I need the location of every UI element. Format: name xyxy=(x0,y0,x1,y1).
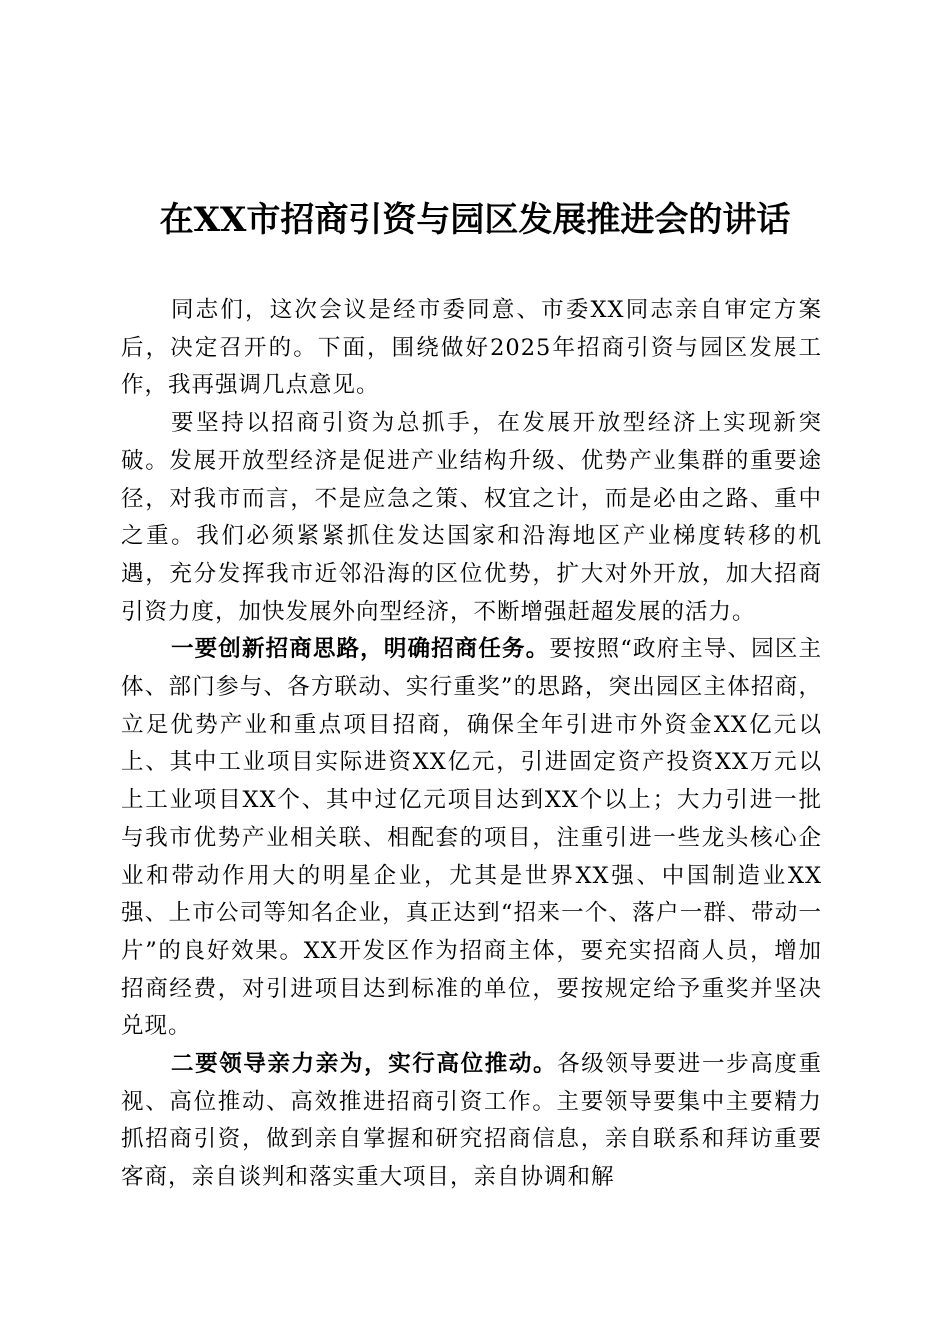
paragraph-3-text: 要按照“政府主导、园区主体、部门参与、各方联动、实行重奖”的思路，突出园区主体招商，立足优势产业和重点项目招商，确保全年引进市外资金XX亿元以上、其中工业项目实际进资XX亿元，引进固定资产投资XX万元以上工业项目XX个、其中过亿元项目达到XX个以上；大力引进一批与我市优势产业相关联、相配套的项目，注重引进一些龙头核心企业和带动作用大的明星企业，尤其是世界XX强、中国制造业XX强、上市公司等知名企业，真正达到“招来一个、落户一群、带动一片”的良好效果。XX开发区作为招商主体，要充实招商人员，增加招商经费，对引进项目达到标准的单位，要按规定给予重奖并坚决兑现。 xyxy=(121,636,822,1040)
paragraph-4-text: 各级领导要进一步高度重视、高位推动、高效推进招商引资工作。主要领导要集中主要精力抓招商引资，做到亲自掌握和研究招商信息，亲自联系和拜访重要客商，亲自谈判和落实重大项目，亲自协调和解 xyxy=(121,1051,822,1191)
paragraph-3-lead: 一要创新招商思路，明确招商任务。 xyxy=(171,636,550,663)
document-body xyxy=(121,292,822,1197)
paragraph-1 xyxy=(121,292,822,405)
paragraph-4 xyxy=(121,1046,822,1197)
paragraph-2-text: 要坚持以招商引资为总抓手，在发展开放型经济上实现新突破。发展开放型经济是促进产业结构升级、优势产业集群的重要途径，对我市而言，不是应急之策、权宜之计，而是必由之路、重中之重。我们必须紧紧抓住发达国家和沿海地区产业梯度转移的机遇，充分发挥我市近邻沿海的区位优势，扩大对外开放，加大招商引资力度，加快发展外向型经济，不断增强赶超发展的活力。 xyxy=(121,410,822,625)
paragraph-2 xyxy=(121,405,822,631)
paragraph-1-text: 同志们，这次会议是经市委同意、市委XX同志亲自审定方案后，决定召开的。下面，围绕做好2025年招商引资与园区发展工作，我再强调几点意见。 xyxy=(121,297,822,399)
paragraph-3 xyxy=(121,631,822,1046)
paragraph-4-lead: 二要领导亲力亲为，实行高位推动。 xyxy=(171,1051,558,1078)
document-title: 在XX市招商引资与园区发展推进会的讲话 xyxy=(159,200,791,240)
